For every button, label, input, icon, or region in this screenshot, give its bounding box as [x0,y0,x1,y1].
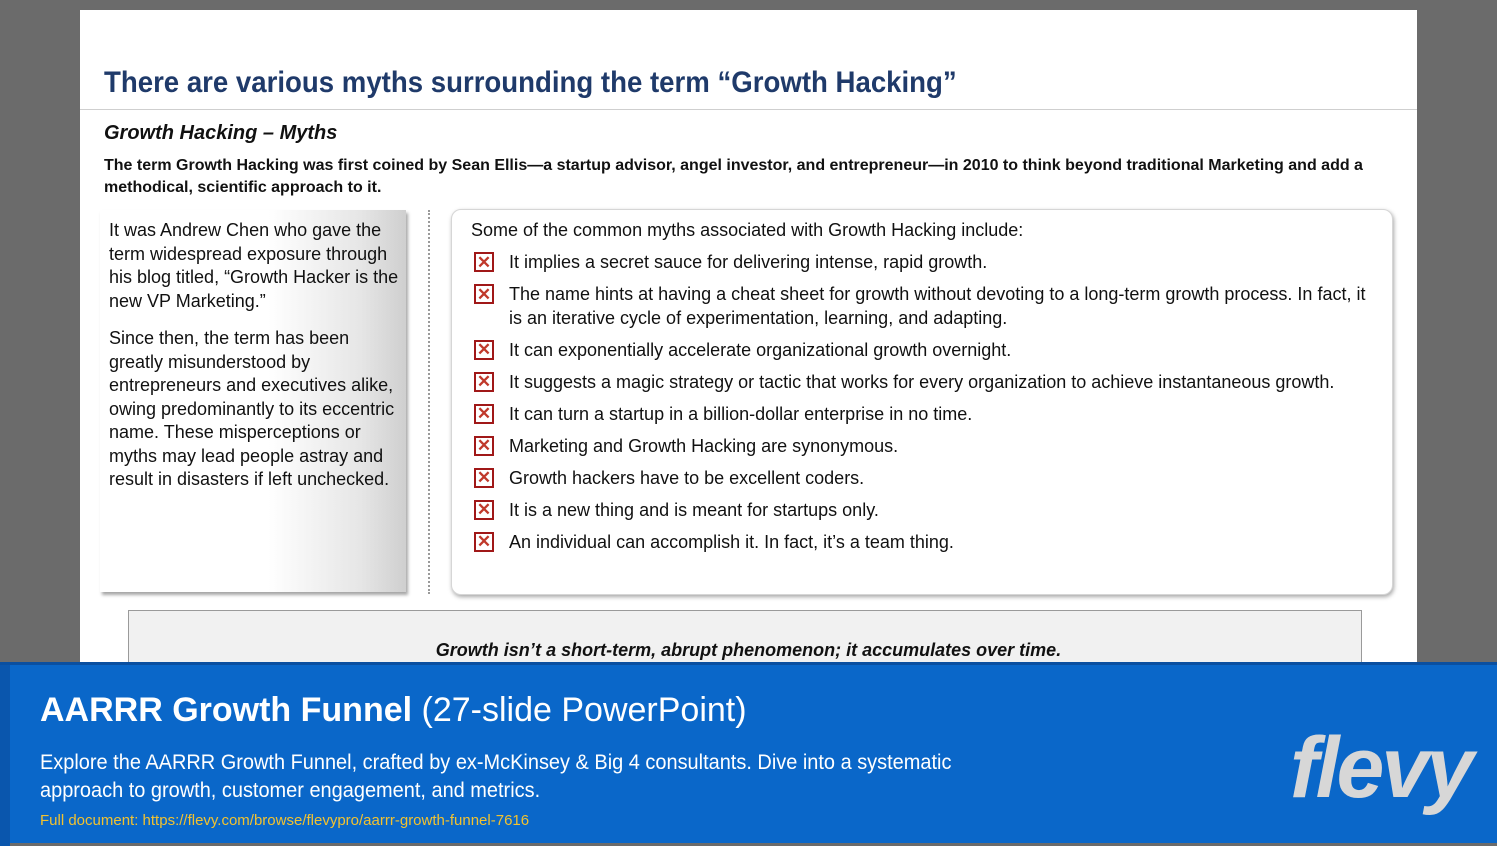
list-item [474,251,1374,275]
myth-text: It can turn a startup in a billion-dollar enterprise in no time. [509,403,973,424]
list-item [474,371,1374,395]
list-item [474,339,1374,363]
list-item [474,435,1374,459]
promo-banner [0,662,1497,843]
list-item [474,283,1374,330]
myth-text: Marketing and Growth Hacking are synonymous. [509,435,899,456]
quote-text: Growth isn’t a short-term, abrupt phenomenon; it accumulates over time. [435,640,1062,660]
banner-description: Explore the AARRR Growth Funnel, crafted by ex-McKinsey & Big 4 consultants. Dive into a systematic approach to growth, customer engagement, and metrics. [40,751,952,802]
list-item [474,467,1374,491]
slide-title: There are various myths surrounding the term “Growth Hacking” [104,66,957,99]
left-paragraph-2: Since then, the term has been greatly misunderstood by entrepreneurs and executives alike, owing predominantly to its eccentric name. These misperceptions or myths may lead people astray and result in disasters if left unchecked. [109,328,395,489]
x-box-icon: ✕ [474,340,494,360]
document-link[interactable]: Full document: https://flevy.com/browse/flevypro/aarrr-growth-funnel-7616 [40,812,530,829]
myth-text: It implies a secret sauce for delivering intense, rapid growth. [509,252,988,272]
slide-subtitle: Growth Hacking – Myths [104,122,338,144]
banner-title-strong: AARRR Growth Funnel [40,691,413,729]
myths-list [474,251,1374,563]
intro-text: The term Growth Hacking was first coined by Sean Ellis—a startup advisor, angel investor, and entrepreneur—in 2010 to think beyond traditional Marketing and add a methodical, scientific approach to it. [104,157,1363,196]
flevy-logo[interactable]: flevy [1290,720,1472,816]
banner-strip [0,665,10,846]
dotted-divider [428,210,430,594]
banner-title [40,691,747,730]
slide [80,10,1417,670]
title-divider [80,109,1417,110]
x-box-icon: ✕ [474,404,494,424]
x-box-icon: ✕ [474,284,494,304]
myth-text: An individual can accomplish it. In fact, it’s a team thing. [509,531,954,552]
myth-text: It is a new thing and is meant for startups only. [509,499,879,520]
x-box-icon: ✕ [474,372,494,392]
x-box-icon: ✕ [474,468,494,488]
x-box-icon: ✕ [474,500,494,520]
x-box-icon: ✕ [474,532,494,552]
myths-lead: Some of the common myths associated with Growth Hacking include: [471,220,1024,240]
myth-text: It can exponentially accelerate organizational growth overnight. [509,339,1012,360]
list-item [474,499,1374,523]
banner-title-light: (27-slide PowerPoint) [421,691,747,729]
myth-text: The name hints at having a cheat sheet for growth without devoting to a long-term growth process. In fact, it is an iterative cycle of experimentation, learning, and adapting. [509,284,1366,328]
list-item [474,531,1374,555]
left-panel [100,210,406,592]
left-paragraph-1: It was Andrew Chen who gave the term widespread exposure through his blog titled, “Growth Hacker is the new VP Marketing.” [109,220,399,311]
myth-text: It suggests a magic strategy or tactic that works for every organization to achieve instantaneous growth. [509,371,1335,392]
x-box-icon: ✕ [474,436,494,456]
list-item [474,403,1374,427]
x-box-icon: ✕ [474,252,494,272]
myths-panel [451,209,1393,595]
myth-text: Growth hackers have to be excellent coders. [509,467,865,488]
